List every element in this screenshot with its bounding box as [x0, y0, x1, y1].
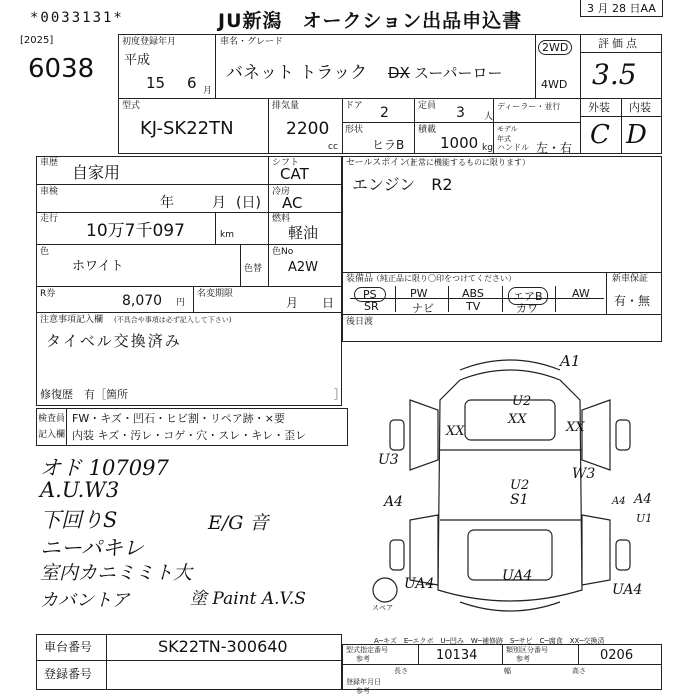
hand-line-2: A.U.W3	[40, 478, 120, 502]
lot-number: 6038	[28, 54, 95, 84]
drive-4wd: 4WD	[541, 78, 568, 91]
color-change-label: 色替	[244, 264, 263, 274]
equipment-leather: カワ	[516, 302, 538, 315]
equipment-abs: ABS	[462, 287, 484, 300]
dealer-label: ディーラー・並行	[497, 102, 561, 111]
fuel-value: 軽油	[288, 224, 319, 242]
hand-paint: 塗 Paint A.V.S	[190, 589, 306, 609]
reg-label: 登録番号	[44, 667, 93, 681]
notes-label: 注意事項記入欄	[40, 315, 104, 325]
height-label: 高さ	[572, 667, 586, 675]
model-year-label: モデル年式	[497, 125, 518, 143]
rating-value: 3.5	[592, 58, 637, 91]
registration-month-unit: 月	[203, 86, 213, 96]
damage-mark-ua4-mid: UA4	[502, 568, 533, 584]
hand-line-5: 室内カニミミト大	[40, 562, 193, 584]
inspection-year: 年	[160, 195, 174, 211]
displacement-label: 排気量	[272, 101, 300, 111]
registration-year: 15	[146, 74, 166, 92]
damage-mark-xx-1: XX	[508, 412, 527, 427]
mileage-value: 10万7千097	[86, 221, 185, 241]
load-unit: kg	[482, 143, 493, 153]
drive-2wd: 2WD	[538, 40, 572, 55]
displacement-value: 2200	[286, 119, 330, 139]
damage-mark-u2-top: U2	[512, 394, 532, 409]
damage-mark-a4-right: A4	[634, 492, 652, 507]
color-label: 色	[40, 247, 50, 257]
repair-label: 修復歴 有［箇所	[40, 388, 128, 401]
chassis-value: SK22TN-300640	[158, 637, 288, 656]
reg-date-label: 登録年月日	[346, 678, 381, 686]
warranty-label: 新車保証	[612, 274, 649, 284]
shape-label: 形状	[345, 125, 364, 135]
type-designation-label: 型式指定番号	[346, 646, 388, 654]
damage-mark-w3: W3	[572, 466, 596, 482]
registration-era: 平成	[124, 53, 151, 68]
category-ref: 参考	[516, 655, 530, 663]
load-value: 1000	[440, 134, 479, 152]
damage-mark-a4-right-2: A4	[612, 496, 626, 507]
doors-value: 2	[380, 105, 389, 121]
recycle-unit: 円	[176, 298, 186, 308]
repair-close: ］	[334, 388, 345, 401]
sales-point-value: エンジン R2	[352, 175, 453, 194]
damage-mark-u3: U3	[378, 452, 399, 468]
mileage-label: 走行	[40, 214, 59, 224]
inspection-day: (日)	[236, 195, 261, 211]
sales-point-sub: （正常に機能するものに限ります）	[402, 158, 530, 167]
handle-value: 左・右	[536, 141, 573, 155]
hand-eg: E/G 音	[208, 512, 269, 534]
color-code: A2W	[288, 260, 319, 275]
interior-label: 内装	[629, 101, 651, 114]
hand-line-6: カバントア	[40, 590, 130, 611]
ac-label: 冷房	[272, 187, 291, 197]
registration-label: 初度登録年月	[122, 37, 177, 47]
chassis-label: 車台番号	[44, 640, 93, 654]
rename-month: 月	[286, 296, 299, 310]
length-label: 長さ	[394, 667, 408, 675]
registration-month: 6	[187, 74, 197, 92]
equipment-navi: ナビ	[412, 302, 434, 315]
inspector-row-2: 内装 キズ・汚レ・コゲ・穴・スレ・キレ・歪レ	[72, 429, 307, 442]
color-value: ホワイト	[72, 259, 124, 274]
equipment-airbag: エアB	[508, 287, 548, 305]
equipment-sr: SR	[364, 300, 379, 313]
rating-label: 評価点	[598, 37, 640, 50]
shift-label: シフト	[272, 158, 300, 168]
type-designation-ref: 参考	[356, 655, 370, 663]
damage-legend: A─キズ E─エクボ U─凹み W─補修跡 S─サビ C─腐食 XX─交換済	[374, 637, 605, 645]
exterior-rating: C	[590, 120, 610, 150]
damage-mark-u2-mid: U2	[510, 478, 530, 493]
rename-label: 名変期限	[197, 289, 234, 299]
damage-mark-xx-3: XX	[566, 420, 585, 435]
hand-line-4: ニーパキレ	[40, 536, 144, 560]
load-label: 積載	[418, 125, 437, 135]
damage-mark-ua4-right: UA4	[612, 582, 643, 598]
width-label: 幅	[504, 667, 511, 675]
equipment-ps: PS	[354, 287, 386, 302]
inspection-label: 車検	[40, 187, 59, 197]
capacity-label: 定員	[418, 101, 437, 111]
category-value: 0206	[600, 648, 634, 663]
category-label: 類別区分番号	[506, 646, 548, 654]
capacity-unit: 人	[484, 112, 494, 122]
notes-sub: (不具合や事項は必ず記入して下さい)	[114, 316, 232, 324]
equipment-sub: （純正品に限り〇印をつけてください）	[372, 274, 516, 283]
shift-value: CAT	[280, 165, 309, 183]
interior-rating: D	[626, 120, 647, 150]
history-value: 自家用	[72, 163, 121, 182]
ac-value: AC	[282, 194, 303, 212]
equipment-pw: PW	[410, 287, 428, 300]
damage-mark-a1: A1	[560, 352, 581, 370]
vehicle-grade: スーパーロー	[414, 64, 503, 82]
equipment-tv: TV	[466, 300, 481, 313]
history-label: 車歴	[40, 158, 59, 168]
handle-label: ハンドル	[497, 143, 529, 152]
model-label: 型式	[122, 101, 141, 111]
hand-line-1: オド 107097	[40, 456, 169, 480]
vehicle-name: バネット トラック	[226, 63, 368, 83]
equipment-aw: AW	[572, 287, 590, 300]
exterior-label: 外装	[588, 101, 610, 114]
inspection-month: 月	[212, 195, 226, 211]
color-code-label: 色No	[272, 247, 294, 257]
damage-mark-ua4-left: UA4	[404, 576, 435, 592]
lot-code: [2025]	[20, 35, 54, 46]
inspector-label-1: 検査員	[38, 414, 66, 424]
capacity-value: 3	[456, 105, 465, 121]
inspector-row-1: FW・キズ・凹石・ヒビ割・リペア跡・×要	[72, 412, 285, 425]
shape-value: ヒラB	[372, 138, 405, 152]
reg-date-ref: 参考	[356, 687, 370, 695]
damage-mark-u1: U1	[636, 512, 653, 525]
equipment-label: 装備品	[346, 274, 374, 284]
notes-value: タイベル交換済み	[46, 332, 182, 350]
vehicle-name-label: 車名・グレード	[220, 37, 284, 47]
fuel-label: 燃料	[272, 214, 291, 224]
form-title: JU新潟 オークション出品申込書	[218, 10, 523, 32]
vehicle-grade-struck: DX	[388, 64, 410, 82]
displacement-unit: cc	[328, 142, 338, 152]
mileage-unit: km	[220, 230, 234, 240]
model-value: KJ-SK22TN	[140, 118, 234, 139]
doors-label: ドア	[345, 101, 363, 111]
serial-number: *0033131*	[30, 10, 124, 26]
type-designation-value: 10134	[436, 648, 478, 663]
rename-day: 日	[322, 296, 335, 310]
inspector-label-2: 記入欄	[38, 430, 66, 440]
warranty-value: 有・無	[614, 294, 651, 308]
hand-line-3: 下回りS	[40, 508, 118, 532]
damage-mark-xx-2: XX	[446, 424, 465, 439]
back-delivery-label: 後日渡	[346, 317, 374, 327]
damage-mark-a4-left: A4	[384, 494, 404, 510]
sales-point-label: セールスポイント	[346, 158, 418, 168]
damage-mark-s1: S1	[510, 492, 529, 508]
form-date: 3 月 28 日AA	[580, 0, 663, 17]
recycle-value: 8,070	[122, 293, 163, 309]
recycle-label: R券	[40, 289, 56, 299]
spare-label: スペア	[372, 604, 393, 612]
